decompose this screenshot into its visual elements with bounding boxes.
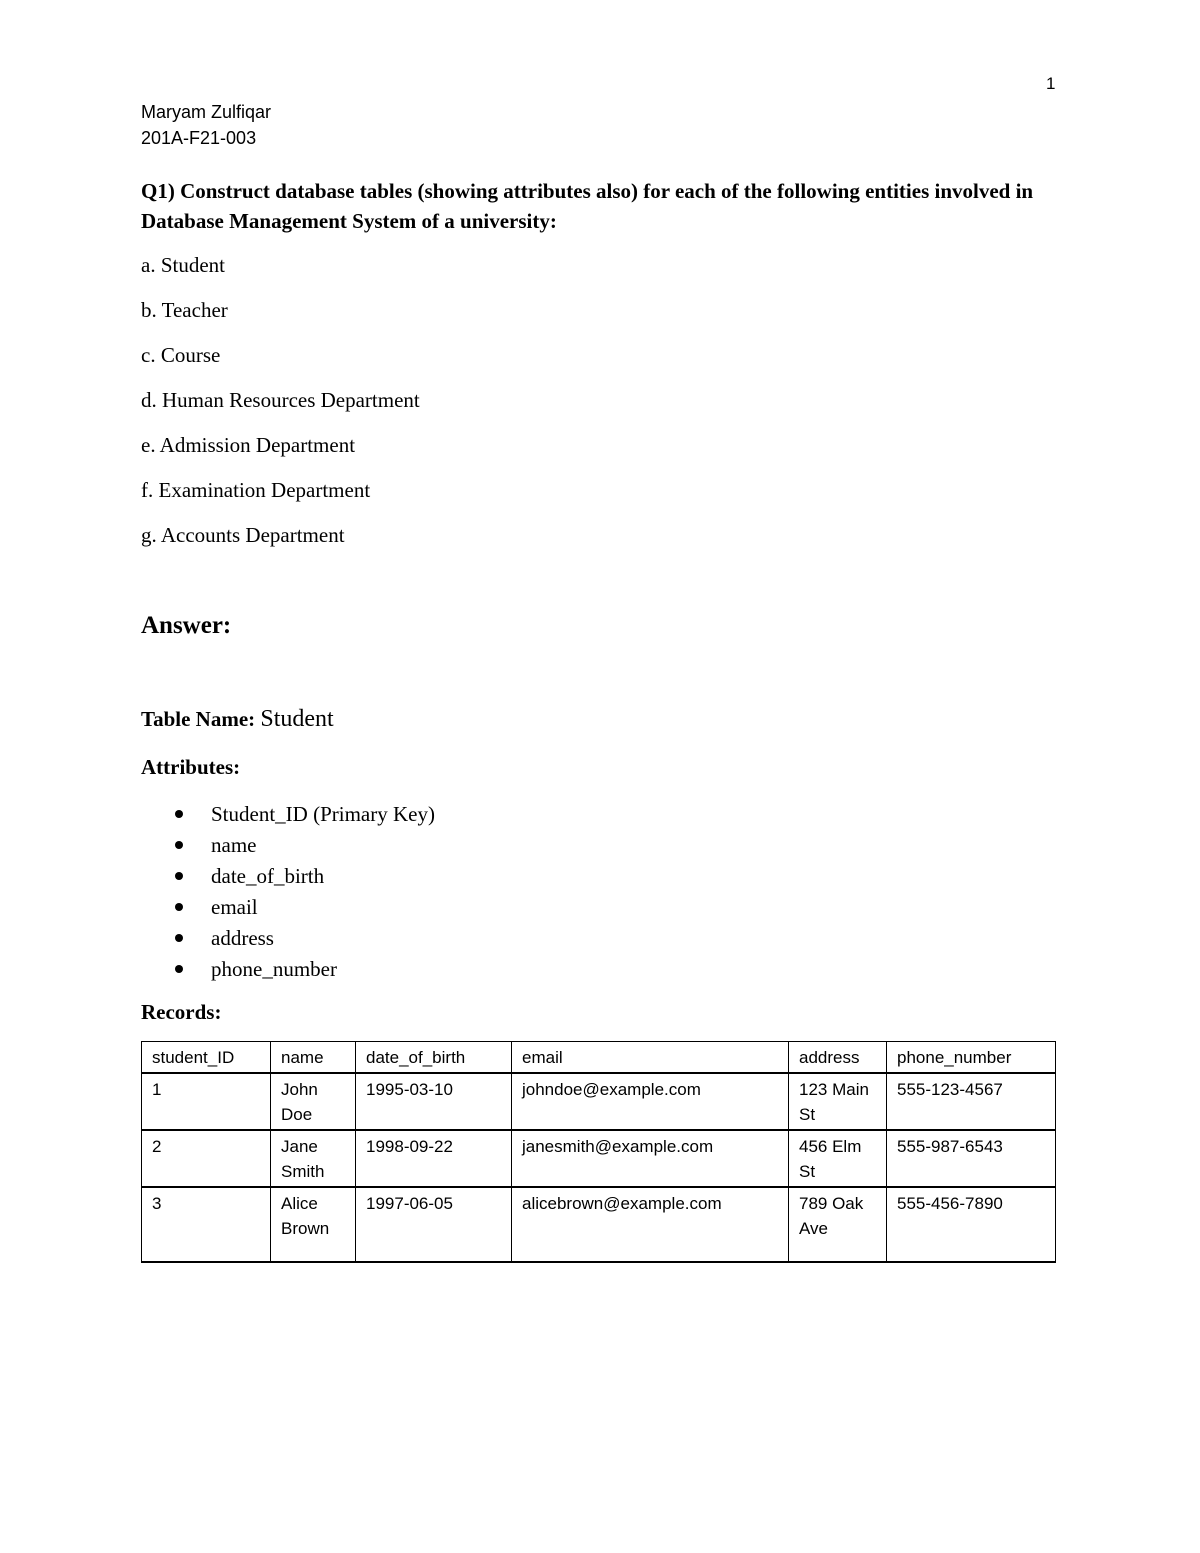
bullet-icon [175,903,183,911]
table-header-row [142,1042,1056,1074]
column-header: phone_number [887,1042,1056,1074]
column-header: email [512,1042,789,1074]
answer-heading: Answer: [141,612,232,639]
attribute-label: date_of_birth [211,864,325,888]
author-block [141,99,271,151]
table-cell: alicebrown@example.com [512,1187,789,1262]
attribute-item [141,862,435,893]
table-cell: 3 [142,1187,271,1262]
attribute-label: email [211,895,258,919]
table-name-line [141,706,334,733]
table-cell: johndoe@example.com [512,1073,789,1130]
table-cell: janesmith@example.com [512,1130,789,1187]
table-name-value: Student [260,706,334,732]
column-header: date_of_birth [356,1042,512,1074]
attribute-label: address [211,926,274,950]
table-row [142,1073,1056,1130]
option-item: a. Student [141,253,225,277]
option-item: f. Examination Department [141,478,371,502]
attributes-list [141,800,435,986]
table-cell: 2 [142,1130,271,1187]
column-header: student_ID [142,1042,271,1074]
column-header: address [789,1042,887,1074]
attribute-item [141,831,435,862]
bullet-icon [175,934,183,942]
records-table [141,1041,1056,1263]
attribute-item [141,800,435,831]
table-cell: 1997-06-05 [356,1187,512,1262]
attribute-item [141,893,435,924]
table-cell: 456 Elm St [789,1130,887,1187]
table-cell: 555-987-6543 [887,1130,1056,1187]
table-cell: John Doe [271,1073,356,1130]
attribute-label: Student_ID (Primary Key) [211,802,435,826]
table-cell: 1998-09-22 [356,1130,512,1187]
table-cell: 1 [142,1073,271,1130]
table-cell: 123 Main St [789,1073,887,1130]
option-item: g. Accounts Department [141,523,345,547]
bullet-icon [175,965,183,973]
question-options [141,252,420,567]
page-number: 1 [1046,74,1056,93]
bullet-icon [175,810,183,818]
bullet-icon [175,872,183,880]
attribute-label: name [211,833,257,857]
attribute-item [141,955,435,986]
table-row [142,1187,1056,1262]
attribute-item [141,924,435,955]
attributes-heading: Attributes: [141,755,241,779]
table-cell: Jane Smith [271,1130,356,1187]
table-cell: Alice Brown [271,1187,356,1262]
table-cell: 555-456-7890 [887,1187,1056,1262]
table-cell: 789 Oak Ave [789,1187,887,1262]
question-text: Q1) Construct database tables (showing attributes also) for each of the following entities involved in Database Management System of a university: [141,179,1034,233]
author-name: Maryam Zulfiqar [141,102,272,122]
table-name-label: Table Name: [141,707,256,731]
bullet-icon [175,841,183,849]
records-heading: Records: [141,1000,222,1024]
column-header: name [271,1042,356,1074]
attribute-label: phone_number [211,957,337,981]
option-item: d. Human Resources Department [141,388,420,412]
table-row [142,1130,1056,1187]
option-item: b. Teacher [141,298,228,322]
table-cell: 555-123-4567 [887,1073,1056,1130]
table-cell: 1995-03-10 [356,1073,512,1130]
option-item: c. Course [141,343,221,367]
option-item: e. Admission Department [141,433,356,457]
author-id: 201A-F21-003 [141,128,257,148]
